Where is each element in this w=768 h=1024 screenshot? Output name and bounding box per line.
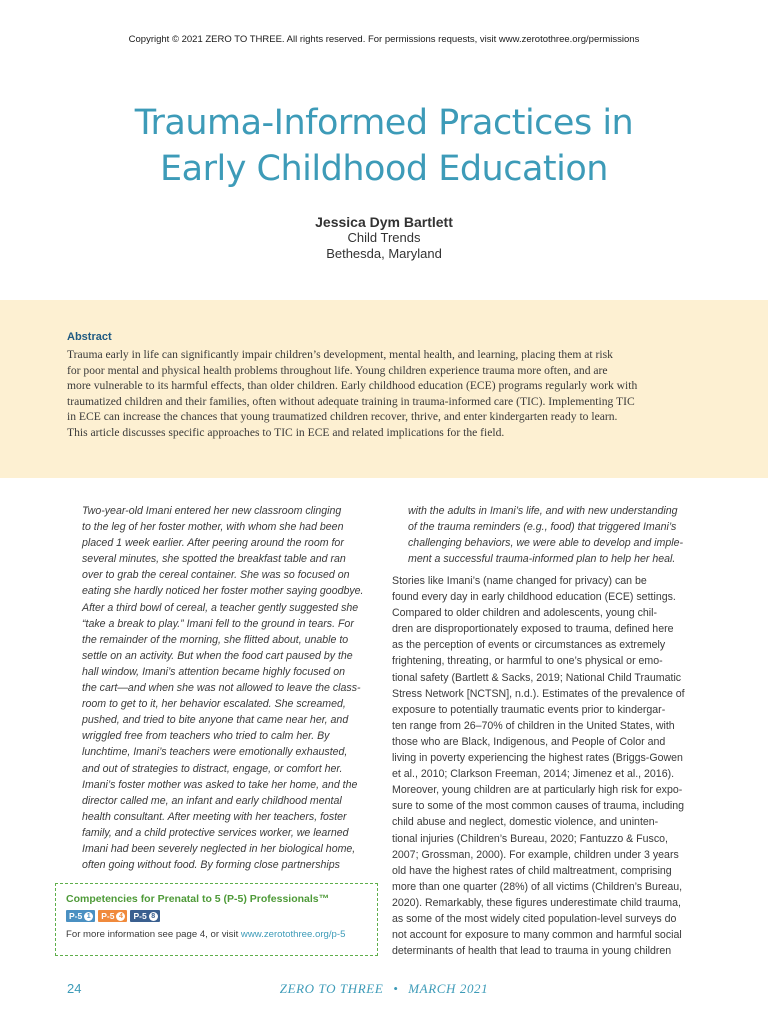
journal-footer bbox=[0, 981, 768, 997]
badge-number: 4 bbox=[116, 912, 125, 921]
body-line: old have the highest rates of child maltreatment, comprising bbox=[392, 864, 672, 877]
author-affiliation: Child Trends bbox=[347, 230, 421, 245]
body-line: Compared to older children and adolescents, young chil- bbox=[392, 607, 657, 620]
vignette-line: Two-year-old Imani entered her new classroom clinging bbox=[82, 505, 342, 517]
author-name: Jessica Dym Bartlett bbox=[315, 214, 453, 230]
vignette-line: lunchtime, Imani’s teachers were emotionally exhausted, bbox=[82, 746, 348, 759]
vignette-line: room to get to it, her behavior escalated. She screamed, bbox=[82, 698, 346, 711]
author-block bbox=[0, 214, 768, 262]
p5-link[interactable]: www.zerotothree.org/p-5 bbox=[240, 929, 346, 940]
body-line: et al., 2010; Clarkson Freeman, 2014; Jimenez et al., 2016). bbox=[392, 768, 675, 781]
body-line: Moreover, young children are at particularly high risk for expo- bbox=[392, 784, 683, 797]
vignette-line: eating she hardly noticed her foster mother saying goodbye. bbox=[82, 585, 364, 598]
vignette-line: pushed, and tried to bite anyone that came near her, and bbox=[82, 714, 349, 727]
body-line: found every day in early childhood education (ECE) settings. bbox=[392, 591, 676, 604]
abstract-line: for poor mental and physical health problems throughout life. Young children experience trauma more often, and are bbox=[67, 363, 608, 377]
competencies-title: Competencies for Prenatal to 5 (P-5) Professionals™ bbox=[66, 893, 330, 905]
vignette-line: of the trauma reminders (e.g., food) that triggered Imani’s bbox=[408, 521, 677, 534]
page-footer bbox=[0, 981, 768, 1001]
body-line: sure to some of the most common causes of trauma, including bbox=[392, 800, 685, 813]
page-number: 24 bbox=[67, 981, 82, 996]
abstract-line: Trauma early in life can significantly impair children’s development, mental health, and learning, placing them at risk bbox=[67, 348, 613, 361]
vignette-line: family, and a child protective services worker, we learned bbox=[82, 826, 349, 839]
vignette-line: with the adults in Imani’s life, and with new understanding bbox=[408, 505, 678, 517]
competency-badges bbox=[66, 910, 160, 922]
abstract-line: more vulnerable to its harmful effects, than older children. Early childhood education (ECE) programs regularly work with bbox=[67, 379, 638, 393]
vignette-line: settle on an activity. But when the food cart paused by the bbox=[82, 649, 353, 662]
competency-badge-2 bbox=[98, 910, 127, 922]
footer-separator: • bbox=[393, 981, 399, 996]
body-line: child abuse and neglect, domestic violence, and uninten- bbox=[392, 816, 659, 829]
issue-date: MARCH 2021 bbox=[408, 981, 489, 996]
vignette-line: After a third bowl of cereal, a teacher gently suggested she bbox=[82, 601, 359, 614]
body-line: not account for exposure to many common and harmful social bbox=[392, 929, 682, 942]
vignette-left-column bbox=[82, 503, 372, 873]
vignette-line: “take a break to play.” Imani fell to the ground in tears. For bbox=[82, 617, 354, 630]
vignette-line: director called me, an infant and early childhood mental bbox=[82, 794, 342, 807]
body-line: tional safety (Bartlett & Sacks, 2019; National Child Traumatic bbox=[392, 671, 682, 684]
vignette-line: placed 1 week earlier. After peering around the room for bbox=[82, 537, 344, 550]
vignette-line: the cart—and when she was not allowed to leave the class- bbox=[82, 682, 361, 695]
body-line: more than one quarter (28%) of all victims (Children’s Bureau, bbox=[392, 880, 683, 893]
badge-label: P-5 bbox=[133, 911, 147, 921]
vignette-line: hall window, Imani’s attention became highly focused on bbox=[82, 665, 346, 678]
copyright-notice: Copyright © 2021 ZERO TO THREE. All rights reserved. For permissions requests, visit www.zerotothree.org/permissions bbox=[128, 34, 640, 45]
body-line: exposure to potentially traumatic events prior to kindergar- bbox=[392, 703, 666, 716]
abstract-line: This article discusses specific approaches to TIC in ECE and related implications for the field. bbox=[67, 425, 505, 439]
body-line: determinants of health that lead to trauma in young children bbox=[392, 945, 672, 958]
body-line: dren are disproportionately exposed to trauma, defined here bbox=[392, 623, 674, 636]
vignette-line: health consultant. After meeting with her teachers, foster bbox=[82, 810, 347, 823]
badge-label: P-5 bbox=[101, 911, 115, 921]
body-line: as some of the most widely cited population-level surveys do bbox=[392, 912, 677, 925]
vignette-line: ment a successful trauma-informed plan to help her heal. bbox=[408, 553, 676, 566]
body-line: Stress Network [NCTSN], n.d.). Estimates of the prevalence of bbox=[392, 687, 685, 700]
competencies-info bbox=[66, 929, 345, 940]
vignette-right-column bbox=[408, 503, 708, 567]
article-title bbox=[60, 100, 708, 192]
body-right-column bbox=[392, 573, 732, 959]
journal-name: ZERO TO THREE bbox=[279, 981, 384, 996]
abstract-box bbox=[0, 300, 768, 478]
badge-number: 8 bbox=[149, 912, 158, 921]
body-line: 2020). Remarkably, these figures underestimate child trauma, bbox=[392, 896, 681, 909]
vignette-line: often going without food. By forming close partnerships bbox=[82, 859, 340, 872]
vignette-line: to the leg of her foster mother, with whom she had been bbox=[82, 521, 344, 534]
vignette-line: and out of strategies to distract, engage, or comfort her. bbox=[82, 762, 343, 775]
badge-label: P-5 bbox=[69, 911, 83, 921]
title-line-2: Early Childhood Education bbox=[160, 149, 608, 189]
body-line: tional injuries (Children’s Bureau, 2020; Fantuzzo & Fusco, bbox=[392, 832, 668, 845]
author-location: Bethesda, Maryland bbox=[326, 246, 442, 261]
title-line-1: Trauma-Informed Practices in bbox=[134, 103, 634, 143]
vignette-line: over to grab the cereal container. She was so focused on bbox=[82, 569, 350, 582]
competency-badge-3 bbox=[130, 910, 159, 922]
body-line: as the perception of events or circumstances as extremely bbox=[392, 639, 666, 652]
body-line: living in poverty experiencing the highest rates (Briggs-Gowen bbox=[392, 752, 683, 765]
competencies-box bbox=[55, 883, 378, 956]
abstract-text bbox=[67, 347, 712, 441]
vignette-line: Imani had been severely neglected in her biological home, bbox=[82, 842, 356, 855]
abstract-line: in ECE can increase the chances that young traumatized children recover, thrive, and enter kindergarten ready to learn. bbox=[67, 410, 618, 424]
badge-number: 1 bbox=[84, 912, 93, 921]
competency-badge-1 bbox=[66, 910, 95, 922]
vignette-line: several minutes, she spotted the breakfast table and ran bbox=[82, 553, 346, 566]
vignette-line: Imani’s foster mother was asked to take her home, and the bbox=[82, 778, 358, 791]
vignette-line: the remainder of the morning, she flitted about, unable to bbox=[82, 633, 349, 646]
abstract-line: traumatized children and their families, often without adequate training in trauma-informed care (TIC). Implementing TIC bbox=[67, 394, 635, 408]
body-line: frightening, threating, or harmful to one’s physical or emo- bbox=[392, 655, 663, 668]
body-line: 2007; Grossman, 2000). For example, children under 3 years bbox=[392, 848, 679, 861]
info-text: For more information see page 4, or visit bbox=[66, 929, 241, 940]
body-line: Stories like Imani’s (name changed for privacy) can be bbox=[392, 575, 647, 587]
vignette-line: challenging behaviors, we were able to develop and imple- bbox=[408, 537, 684, 550]
vignette-line: wriggled free from teachers who tried to calm her. By bbox=[82, 730, 330, 743]
body-line: those who are Black, Indigenous, and People of Color and bbox=[392, 735, 666, 748]
abstract-heading: Abstract bbox=[67, 331, 112, 343]
body-line: ten range from 26–70% of children in the United States, with bbox=[392, 719, 675, 732]
